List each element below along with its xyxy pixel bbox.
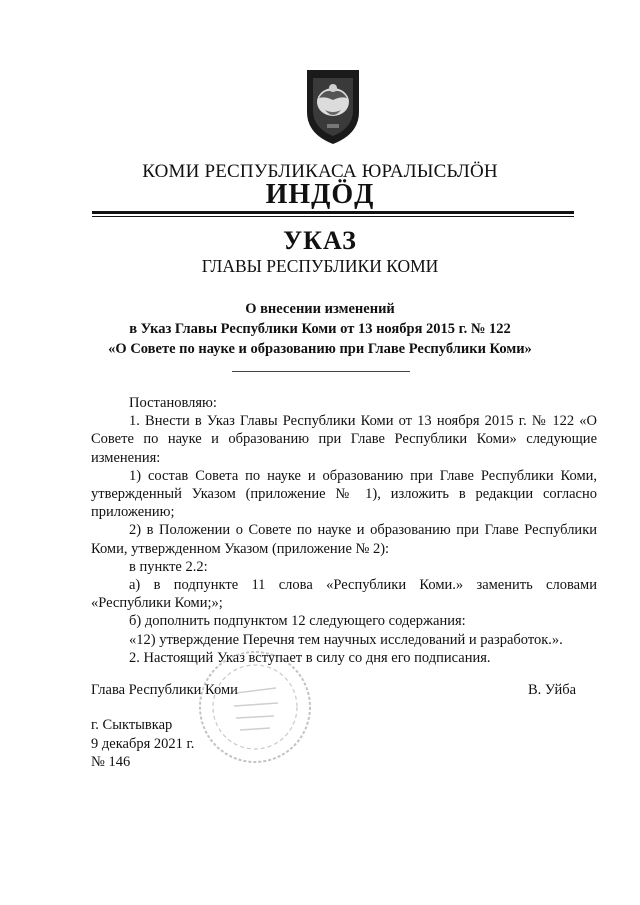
title-line-3: «О Совете по науке и образованию при Главе Республики Коми» xyxy=(108,341,532,357)
title-underline-rule xyxy=(232,371,410,372)
paragraph-1-1: 1) состав Совета по науке и образованию при Главе Республики Коми, утвержденный Указом (приложение № 1), изложить в редакции согласно приложению; xyxy=(91,467,597,521)
indod-heading: ИНДӦД xyxy=(265,179,375,210)
komi-header-line: КОМИ РЕСПУБЛИКАСА ЮРАЛЫСЬЛӦН xyxy=(142,161,498,182)
ukaz-heading: УКАЗ xyxy=(283,226,357,255)
decree-date: 9 декабря 2021 г. xyxy=(91,735,195,752)
paragraph-1: 1. Внести в Указ Главы Республики Коми от 13 ноября 2015 г. № 122 «О Совете по науке и образованию при Главе Республики Коми» следующие изменения: xyxy=(91,413,597,466)
header-thin-rule xyxy=(92,216,574,217)
paragraph-subpoint-b: б) дополнить подпунктом 12 следующего содержания: xyxy=(129,613,466,630)
document-title xyxy=(0,299,640,359)
paragraph-point-2-2: в пункте 2.2: xyxy=(129,558,208,575)
ukaz-subheading: ГЛАВЫ РЕСПУБЛИКИ КОМИ xyxy=(201,256,439,276)
paragraph-1-2: 2) в Положении о Совете по науке и образованию при Главе Республики Коми, утвержденном Указом (приложение № 2): xyxy=(91,522,597,557)
signatory-name: В. Уйба xyxy=(528,682,577,698)
document-body xyxy=(91,394,597,667)
official-seal-stamp xyxy=(196,648,314,766)
paragraph-subpoint-a: а) в подпункте 11 слова «Республики Коми.» заменить словами «Республики Коми;»; xyxy=(91,577,597,612)
header-thick-rule xyxy=(92,211,574,214)
decree-intro: Постановляю: xyxy=(129,395,217,411)
paragraph-2: 2. Настоящий Указ вступает в силу со дня его подписания. xyxy=(129,649,491,666)
signatory-position: Глава Республики Коми xyxy=(91,682,238,698)
decree-number: № 146 xyxy=(91,754,131,770)
title-line-2: в Указ Главы Республики Коми от 13 ноября 2015 г. № 122 xyxy=(129,321,511,337)
paragraph-item-12: «12) утверждение Перечня тем научных исследований и разработок.». xyxy=(129,631,563,648)
place-date-block xyxy=(91,716,194,772)
komi-coat-of-arms-emblem xyxy=(303,66,363,146)
title-line-1: О внесении изменений xyxy=(245,301,395,317)
city: г. Сыктывкар xyxy=(91,717,173,733)
